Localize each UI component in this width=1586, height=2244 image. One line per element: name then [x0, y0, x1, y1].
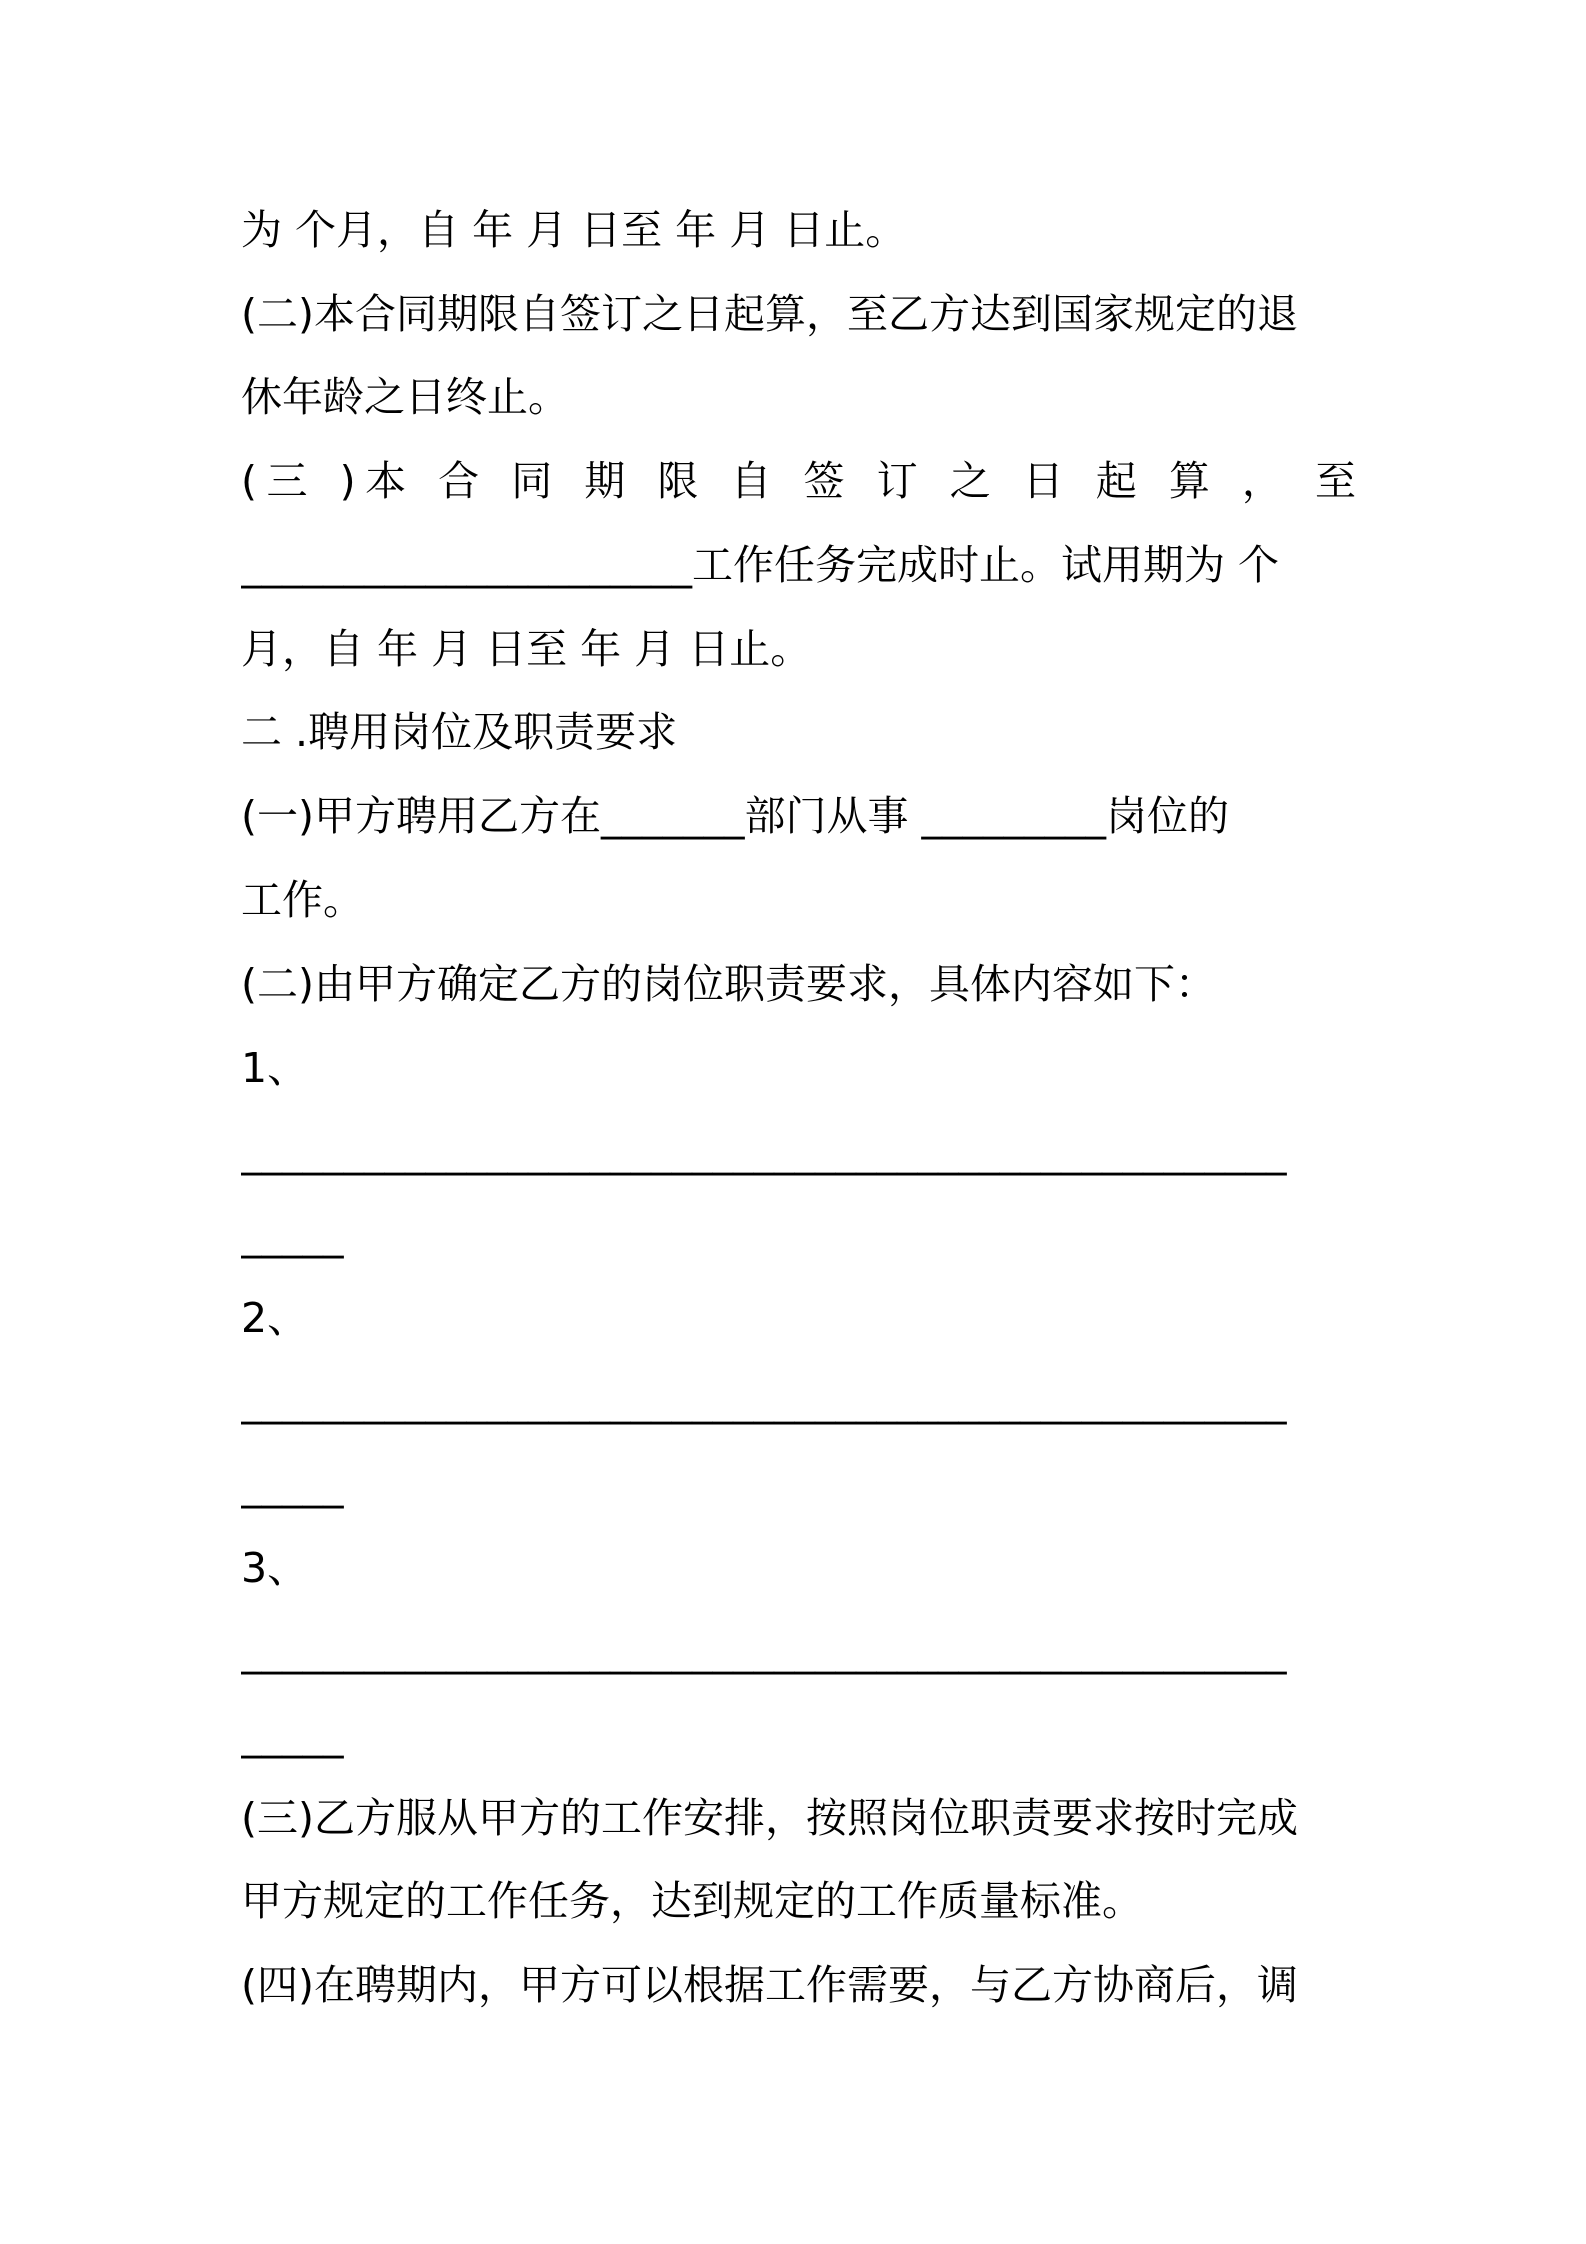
blank-line-1b: _____ — [241, 1211, 344, 1259]
text-line-3: 休年龄之日终止。 — [241, 373, 569, 421]
blank-line-2b: _____ — [241, 1461, 344, 1509]
text-line-9: 工作。 — [241, 876, 364, 924]
text-line-6: 月，自 年 月 日至 年 月 日止。 — [241, 625, 812, 673]
section-heading: 二 .聘用岗位及职责要求 — [241, 708, 678, 756]
text-line-2: (二)本合同期限自签订之日起算，至乙方达到国家规定的退 — [241, 290, 1298, 338]
list-item-number-1: 1、 — [241, 1044, 309, 1092]
text-line-4: (三 )本 合 同 期 限 自 签 订 之 日 起 算 ， 至 — [241, 457, 1356, 505]
text-line-22: (四)在聘期内，甲方可以根据工作需要，与乙方协商后，调 — [241, 1961, 1298, 2009]
text-line-20: (三)乙方服从甲方的工作安排，按照岗位职责要求按时完成 — [241, 1794, 1298, 1842]
blank-line-3b: _____ — [241, 1711, 344, 1759]
blank-line-2a: ___________________________________________________ — [241, 1377, 1287, 1425]
text-line-21: 甲方规定的工作任务，达到规定的工作质量标准。 — [241, 1877, 1143, 1925]
blank-line-3a: ___________________________________________________ — [241, 1627, 1287, 1675]
text-line-5: ______________________工作任务完成时止。试用期为 个 — [241, 541, 1280, 589]
list-item-number-2: 2、 — [241, 1294, 309, 1342]
text-line-10: (二)由甲方确定乙方的岗位职责要求，具体内容如下： — [241, 960, 1216, 1008]
list-item-number-3: 3、 — [241, 1544, 309, 1592]
text-line-1: 为 个月，自 年 月 日至 年 月 日止。 — [241, 206, 907, 254]
blank-line-1a: ___________________________________________________ — [241, 1128, 1287, 1176]
text-line-8: (一)甲方聘用乙方在_______部门从事 _________岗位的 — [241, 792, 1230, 840]
